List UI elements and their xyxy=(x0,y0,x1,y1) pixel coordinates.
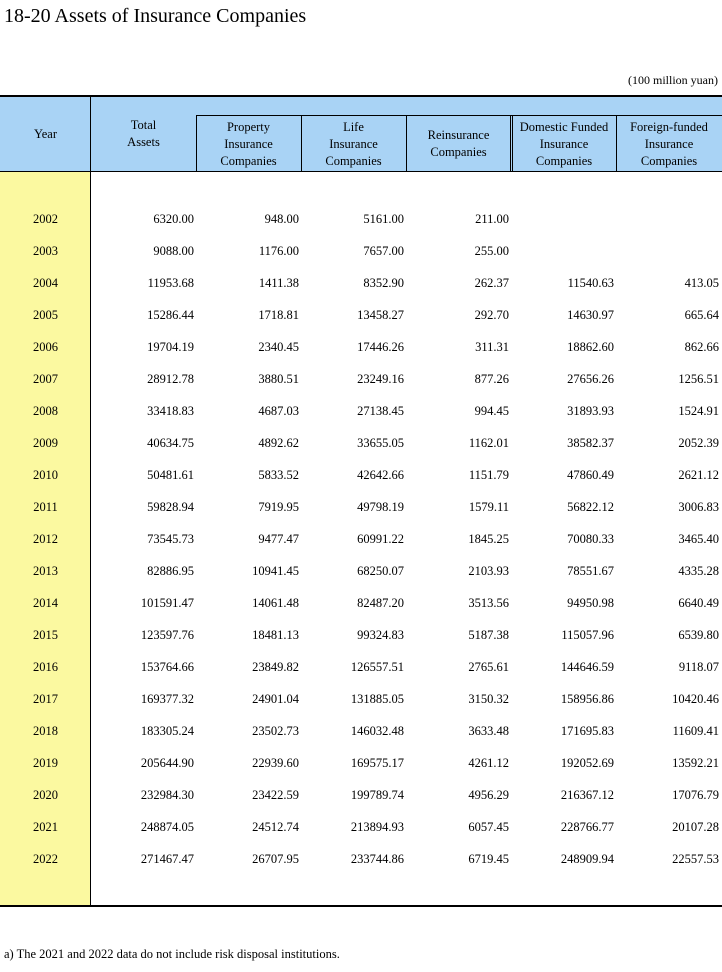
cell-total-assets: 9088.00 xyxy=(153,244,194,258)
header-life: Life Insurance Companies xyxy=(325,119,382,168)
cell-year: 2007 xyxy=(33,372,58,386)
table-row xyxy=(0,331,722,363)
cell-total-assets: 19704.19 xyxy=(147,340,194,354)
cell-total-assets: 153764.66 xyxy=(140,660,194,674)
cell-reinsurance: 2103.93 xyxy=(468,564,509,578)
cell-total-assets: 15286.44 xyxy=(147,308,194,322)
cell-total-assets: 232984.30 xyxy=(140,788,194,802)
table-row xyxy=(0,683,722,715)
cell-year: 2021 xyxy=(33,820,58,834)
cell-domestic: 27656.26 xyxy=(567,372,614,386)
cell-life: 33655.05 xyxy=(357,436,404,450)
cell-year: 2015 xyxy=(33,628,58,642)
cell-year: 2009 xyxy=(33,436,58,450)
cell-year: 2013 xyxy=(33,564,58,578)
cell-domestic: 115057.96 xyxy=(561,628,614,642)
cell-foreign: 4335.28 xyxy=(678,564,719,578)
cell-total-assets: 205644.90 xyxy=(140,756,194,770)
cell-life: 49798.19 xyxy=(357,500,404,514)
cell-property: 948.00 xyxy=(264,212,299,226)
page-title: 18-20 Assets of Insurance Companies xyxy=(4,5,307,27)
cell-domestic: 216367.12 xyxy=(560,788,614,802)
cell-reinsurance: 994.45 xyxy=(474,404,509,418)
table-row xyxy=(0,779,722,811)
cell-reinsurance: 6057.45 xyxy=(468,820,509,834)
cell-property: 23849.82 xyxy=(252,660,299,674)
cell-foreign: 1256.51 xyxy=(678,372,719,386)
cell-total-assets: 33418.83 xyxy=(147,404,194,418)
cell-life: 213894.93 xyxy=(350,820,404,834)
table-row xyxy=(0,363,722,395)
cell-reinsurance: 311.31 xyxy=(475,340,509,354)
cell-domestic: 144646.59 xyxy=(560,660,614,674)
table-row xyxy=(0,715,722,747)
cell-total-assets: 40634.75 xyxy=(147,436,194,450)
cell-total-assets: 73545.73 xyxy=(147,532,194,546)
cell-foreign: 862.66 xyxy=(684,340,719,354)
cell-life: 7657.00 xyxy=(363,244,404,258)
cell-year: 2020 xyxy=(33,788,58,802)
cell-year: 2002 xyxy=(33,212,58,226)
cell-total-assets: 183305.24 xyxy=(140,724,194,738)
cell-foreign: 3465.40 xyxy=(678,532,719,546)
table-row xyxy=(0,395,722,427)
cell-reinsurance: 262.37 xyxy=(474,276,509,290)
table-row xyxy=(0,555,722,587)
cell-reinsurance: 3633.48 xyxy=(468,724,509,738)
cell-reinsurance: 1579.11 xyxy=(468,500,509,514)
table-row xyxy=(0,651,722,683)
table-row xyxy=(0,619,722,651)
cell-year: 2004 xyxy=(33,276,58,290)
cell-year: 2014 xyxy=(33,596,58,610)
cell-foreign: 11609.41 xyxy=(672,724,719,738)
cell-year: 2019 xyxy=(33,756,58,770)
cell-total-assets: 11953.68 xyxy=(147,276,194,290)
cell-property: 9477.47 xyxy=(258,532,299,546)
cell-property: 24512.74 xyxy=(252,820,299,834)
header-total-assets: Total Assets xyxy=(127,118,160,149)
cell-life: 146032.48 xyxy=(350,724,404,738)
cell-foreign: 10420.46 xyxy=(672,692,719,706)
table-row xyxy=(0,843,722,875)
cell-life: 169575.17 xyxy=(350,756,404,770)
cell-life: 60991.22 xyxy=(357,532,404,546)
cell-year: 2005 xyxy=(33,308,58,322)
cell-foreign: 6539.80 xyxy=(678,628,719,642)
cell-foreign: 9118.07 xyxy=(678,660,719,674)
cell-life: 8352.90 xyxy=(363,276,404,290)
table-row xyxy=(0,235,722,267)
table-row xyxy=(0,267,722,299)
table-bottom-rule xyxy=(0,905,722,907)
table-row xyxy=(0,459,722,491)
cell-domestic: 56822.12 xyxy=(567,500,614,514)
cell-property: 4892.62 xyxy=(258,436,299,450)
cell-foreign: 665.64 xyxy=(684,308,719,322)
cell-reinsurance: 6719.45 xyxy=(468,852,509,866)
cell-life: 13458.27 xyxy=(357,308,404,322)
cell-domestic: 158956.86 xyxy=(560,692,614,706)
cell-life: 23249.16 xyxy=(357,372,404,386)
cell-life: 199789.74 xyxy=(350,788,404,802)
table-row xyxy=(0,203,722,235)
cell-total-assets: 59828.94 xyxy=(147,500,194,514)
cell-total-assets: 123597.76 xyxy=(140,628,194,642)
cell-domestic: 70080.33 xyxy=(567,532,614,546)
footnote: a) The 2021 and 2022 data do not include risk disposal institutions. xyxy=(4,947,340,961)
cell-life: 126557.51 xyxy=(350,660,404,674)
cell-reinsurance: 3150.32 xyxy=(468,692,509,706)
cell-reinsurance: 4261.12 xyxy=(468,756,509,770)
cell-domestic: 192052.69 xyxy=(560,756,614,770)
cell-domestic: 18862.60 xyxy=(567,340,614,354)
cell-property: 4687.03 xyxy=(258,404,299,418)
cell-property: 5833.52 xyxy=(258,468,299,482)
table-row xyxy=(0,747,722,779)
cell-reinsurance: 2765.61 xyxy=(468,660,509,674)
cell-foreign: 413.05 xyxy=(684,276,719,290)
cell-life: 68250.07 xyxy=(357,564,404,578)
cell-reinsurance: 1845.25 xyxy=(468,532,509,546)
cell-domestic: 78551.67 xyxy=(567,564,614,578)
cell-total-assets: 50481.61 xyxy=(147,468,194,482)
cell-total-assets: 82886.95 xyxy=(147,564,194,578)
cell-domestic: 47860.49 xyxy=(567,468,614,482)
cell-reinsurance: 211.00 xyxy=(475,212,509,226)
cell-domestic: 31893.93 xyxy=(567,404,614,418)
cell-property: 3880.51 xyxy=(258,372,299,386)
cell-foreign: 2621.12 xyxy=(678,468,719,482)
header-year: Year xyxy=(33,126,58,141)
cell-property: 23502.73 xyxy=(252,724,299,738)
cell-year: 2022 xyxy=(33,852,58,866)
cell-foreign: 13592.21 xyxy=(672,756,719,770)
header-reinsurance: Reinsurance Companies xyxy=(427,128,490,159)
cell-total-assets: 169377.32 xyxy=(140,692,194,706)
table-row xyxy=(0,811,722,843)
cell-property: 26707.95 xyxy=(252,852,299,866)
cell-foreign: 2052.39 xyxy=(678,436,719,450)
cell-year: 2003 xyxy=(33,244,58,258)
cell-domestic: 248909.94 xyxy=(560,852,614,866)
header-property: Property Insurance Companies xyxy=(220,119,277,168)
cell-property: 14061.48 xyxy=(252,596,299,610)
table-row xyxy=(0,299,722,331)
cell-year: 2012 xyxy=(33,532,58,546)
cell-total-assets: 101591.47 xyxy=(140,596,194,610)
cell-foreign: 22557.53 xyxy=(672,852,719,866)
cell-year: 2010 xyxy=(33,468,58,482)
cell-total-assets: 28912.78 xyxy=(147,372,194,386)
cell-total-assets: 271467.47 xyxy=(140,852,194,866)
unit-label: (100 million yuan) xyxy=(628,73,718,87)
cell-life: 17446.26 xyxy=(357,340,404,354)
cell-property: 23422.59 xyxy=(252,788,299,802)
cell-year: 2016 xyxy=(33,660,58,674)
cell-foreign: 6640.49 xyxy=(678,596,719,610)
cell-domestic: 228766.77 xyxy=(560,820,614,834)
header-domestic: Domestic Funded Insurance Companies xyxy=(519,119,609,168)
cell-year: 2018 xyxy=(33,724,58,738)
cell-domestic: 94950.98 xyxy=(567,596,614,610)
cell-reinsurance: 3513.56 xyxy=(468,596,509,610)
cell-domestic: 171695.83 xyxy=(560,724,614,738)
cell-reinsurance: 4956.29 xyxy=(468,788,509,802)
cell-foreign: 3006.83 xyxy=(678,500,719,514)
cell-reinsurance: 1162.01 xyxy=(468,436,509,450)
cell-property: 1411.38 xyxy=(258,276,299,290)
table-row xyxy=(0,427,722,459)
cell-life: 42642.66 xyxy=(357,468,404,482)
cell-property: 18481.13 xyxy=(252,628,299,642)
table-row xyxy=(0,523,722,555)
cell-life: 131885.05 xyxy=(350,692,404,706)
cell-total-assets: 6320.00 xyxy=(153,212,194,226)
cell-property: 22939.60 xyxy=(252,756,299,770)
cell-year: 2008 xyxy=(33,404,58,418)
cell-year: 2017 xyxy=(33,692,58,706)
cell-property: 1176.00 xyxy=(258,244,299,258)
cell-life: 233744.86 xyxy=(350,852,404,866)
table-row xyxy=(0,491,722,523)
cell-reinsurance: 292.70 xyxy=(474,308,509,322)
cell-foreign: 20107.28 xyxy=(672,820,719,834)
header-foreign: Foreign-funded Insurance Companies xyxy=(630,119,708,168)
cell-life: 82487.20 xyxy=(357,596,404,610)
cell-foreign: 1524.91 xyxy=(678,404,719,418)
cell-foreign: 17076.79 xyxy=(672,788,719,802)
cell-reinsurance: 255.00 xyxy=(474,244,509,258)
cell-domestic: 38582.37 xyxy=(567,436,614,450)
cell-reinsurance: 5187.38 xyxy=(468,628,509,642)
cell-reinsurance: 877.26 xyxy=(474,372,509,386)
cell-year: 2011 xyxy=(33,500,58,514)
subheader-rule xyxy=(196,115,722,116)
assets-table xyxy=(0,95,722,907)
cell-domestic: 14630.97 xyxy=(567,308,614,322)
cell-property: 10941.45 xyxy=(252,564,299,578)
table-row xyxy=(0,587,722,619)
cell-property: 7919.95 xyxy=(258,500,299,514)
cell-property: 2340.45 xyxy=(258,340,299,354)
cell-life: 27138.45 xyxy=(357,404,404,418)
cell-property: 24901.04 xyxy=(252,692,299,706)
cell-total-assets: 248874.05 xyxy=(140,820,194,834)
cell-reinsurance: 1151.79 xyxy=(468,468,509,482)
cell-life: 5161.00 xyxy=(363,212,404,226)
cell-domestic: 11540.63 xyxy=(567,276,614,290)
cell-year: 2006 xyxy=(33,340,58,354)
cell-life: 99324.83 xyxy=(357,628,404,642)
cell-property: 1718.81 xyxy=(258,308,299,322)
